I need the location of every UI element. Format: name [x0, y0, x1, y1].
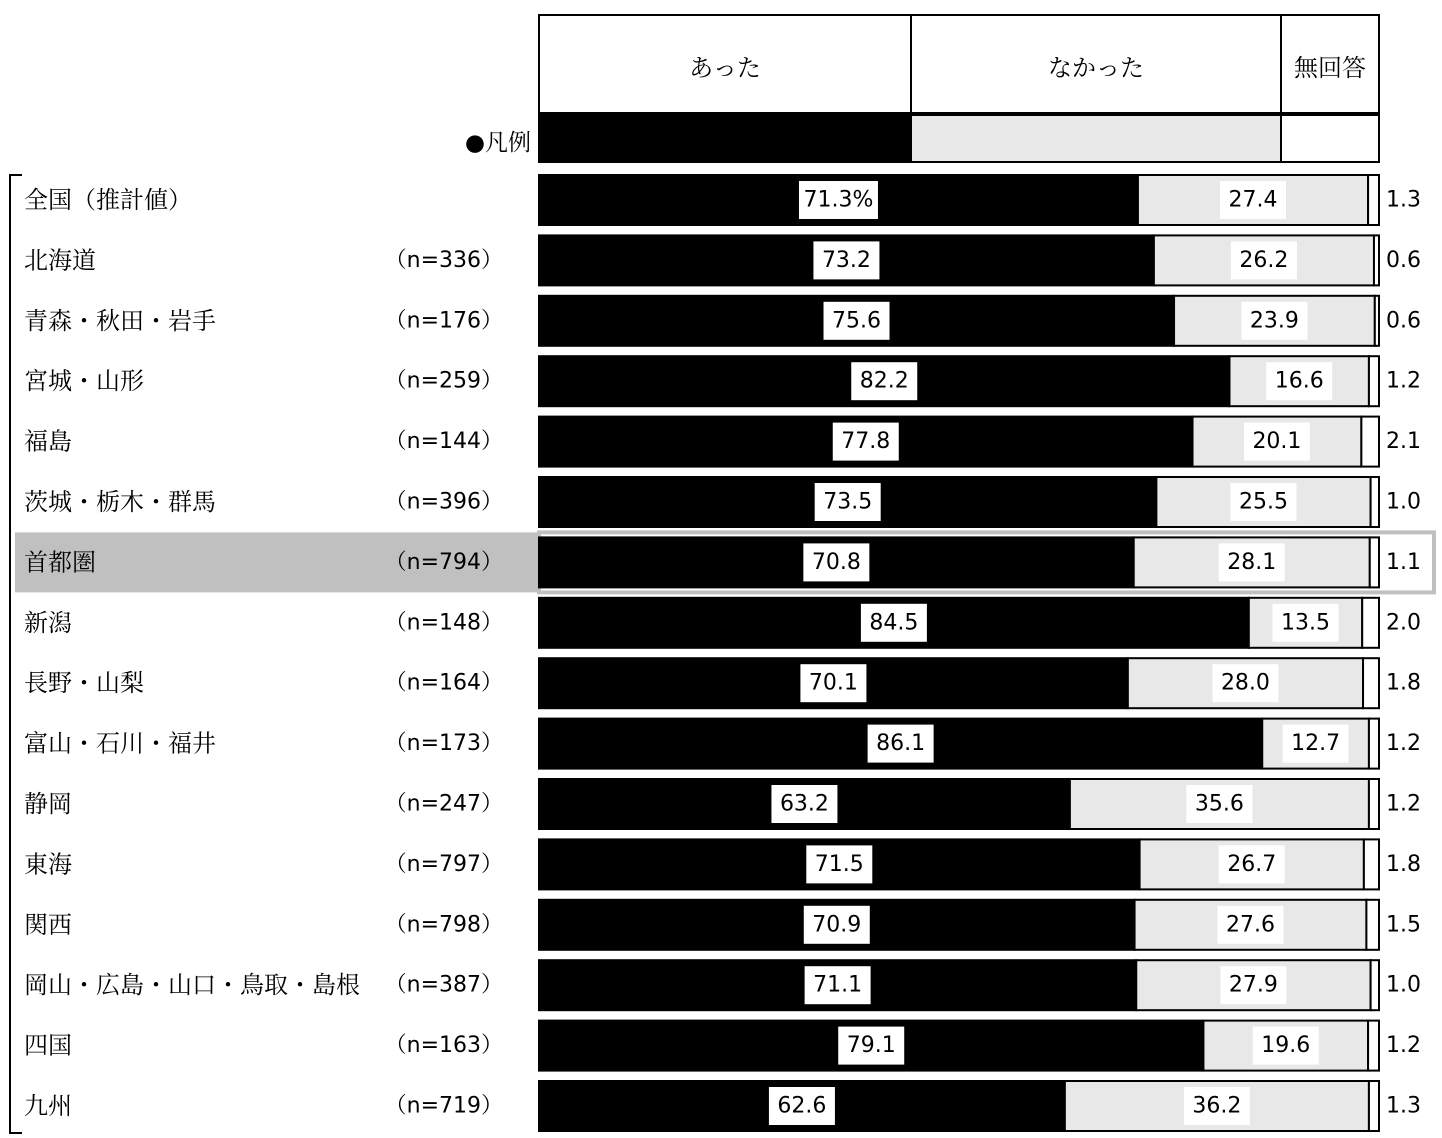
- legend-swatch-1: [911, 115, 1281, 162]
- sample-size-3: （n=259）: [384, 368, 503, 394]
- data-label-2-2: 0.6: [1386, 308, 1421, 334]
- sample-size-10: （n=247）: [384, 791, 503, 817]
- category-label-11: 東海: [24, 850, 72, 879]
- legend-swatch-2: [1281, 115, 1379, 162]
- group-bracket: [10, 175, 22, 1133]
- category-label-0: 全国（推計値）: [24, 186, 192, 214]
- legend-title: ●凡例: [464, 130, 531, 156]
- data-label-2-9: 1.2: [1386, 731, 1421, 757]
- data-label-0-4: 77.8: [841, 429, 891, 455]
- data-label-1-4: 20.1: [1252, 429, 1302, 455]
- bar-segment-2-9: [1369, 719, 1379, 769]
- legend-swatch-0: [539, 115, 911, 162]
- data-label-1-12: 27.6: [1225, 912, 1275, 938]
- sample-size-12: （n=798）: [384, 912, 503, 938]
- data-label-0-9: 86.1: [876, 731, 926, 757]
- data-label-1-7: 13.5: [1281, 610, 1330, 636]
- category-label-1: 北海道: [24, 246, 96, 275]
- sample-size-15: （n=719）: [384, 1093, 503, 1119]
- category-label-3: 宮城・山形: [24, 367, 144, 396]
- data-label-0-13: 71.1: [813, 972, 863, 998]
- data-label-2-5: 1.0: [1386, 489, 1421, 515]
- data-label-1-13: 27.9: [1228, 972, 1278, 998]
- data-label-0-1: 73.2: [821, 247, 871, 273]
- category-label-8: 長野・山梨: [24, 669, 144, 698]
- bar-segment-2-15: [1369, 1081, 1379, 1131]
- bar-segment-2-14: [1368, 1021, 1379, 1071]
- bar-segment-2-10: [1369, 779, 1379, 829]
- legend-label-2: 無回答: [1294, 54, 1366, 82]
- sample-size-8: （n=164）: [384, 670, 503, 696]
- data-label-2-4: 2.1: [1386, 429, 1421, 455]
- category-label-15: 九州: [24, 1092, 72, 1120]
- data-label-0-3: 82.2: [859, 368, 909, 394]
- data-label-2-1: 0.6: [1386, 247, 1421, 273]
- data-label-1-0: 27.4: [1228, 187, 1278, 213]
- category-label-2: 青森・秋田・岩手: [24, 306, 216, 335]
- data-label-2-3: 1.2: [1386, 368, 1421, 394]
- bar-segment-2-2: [1375, 296, 1379, 346]
- data-label-0-6: 70.8: [811, 549, 861, 575]
- sample-size-4: （n=144）: [384, 429, 503, 455]
- data-label-2-7: 2.0: [1386, 610, 1421, 636]
- sample-size-5: （n=396）: [384, 489, 503, 515]
- data-label-1-11: 26.7: [1227, 851, 1277, 877]
- sample-size-1: （n=336）: [384, 247, 503, 273]
- bar-segment-2-12: [1366, 900, 1379, 950]
- data-label-0-11: 71.5: [814, 851, 864, 877]
- data-label-2-14: 1.2: [1386, 1033, 1421, 1059]
- legend-label-0: あった: [689, 54, 761, 82]
- bar-segment-2-0: [1368, 175, 1379, 225]
- data-label-0-10: 63.2: [779, 791, 829, 817]
- data-label-2-12: 1.5: [1386, 912, 1421, 938]
- bar-segment-2-8: [1363, 658, 1379, 708]
- sample-size-14: （n=163）: [384, 1033, 503, 1059]
- bar-segment-2-13: [1371, 960, 1379, 1010]
- category-label-10: 静岡: [24, 790, 72, 818]
- data-label-0-0: 71.3%: [803, 187, 874, 213]
- data-label-2-13: 1.0: [1386, 972, 1421, 998]
- data-label-2-0: 1.3: [1386, 187, 1421, 213]
- data-label-0-15: 62.6: [777, 1093, 827, 1119]
- data-label-1-3: 16.6: [1274, 368, 1324, 394]
- bar-segment-2-6: [1370, 537, 1379, 587]
- category-label-4: 福島: [24, 427, 72, 456]
- data-label-2-10: 1.2: [1386, 791, 1421, 817]
- data-label-1-8: 28.0: [1220, 670, 1270, 696]
- bar-segment-2-11: [1364, 839, 1379, 889]
- category-label-9: 富山・石川・福井: [24, 729, 216, 758]
- legend-label-1: なかった: [1048, 54, 1144, 82]
- data-label-0-5: 73.5: [823, 489, 873, 515]
- category-label-13: 岡山・広島・山口・鳥取・島根: [24, 971, 360, 1000]
- data-label-2-8: 1.8: [1386, 670, 1421, 696]
- data-label-1-6: 28.1: [1227, 549, 1277, 575]
- sample-size-13: （n=387）: [384, 972, 503, 998]
- sample-size-11: （n=797）: [384, 851, 503, 877]
- bar-segment-2-5: [1371, 477, 1379, 527]
- data-label-1-10: 35.6: [1194, 791, 1244, 817]
- data-label-1-5: 25.5: [1239, 489, 1288, 515]
- data-label-2-11: 1.8: [1386, 851, 1421, 877]
- data-label-1-1: 26.2: [1239, 247, 1289, 273]
- data-label-0-12: 70.9: [812, 912, 862, 938]
- data-label-2-6: 1.1: [1386, 549, 1421, 575]
- data-label-1-14: 19.6: [1261, 1033, 1311, 1059]
- data-label-1-9: 12.7: [1291, 731, 1341, 757]
- sample-size-7: （n=148）: [384, 610, 503, 636]
- bar-segment-2-3: [1369, 356, 1379, 406]
- sample-size-2: （n=176）: [384, 308, 503, 334]
- category-label-5: 茨城・栃木・群馬: [24, 488, 216, 516]
- data-label-1-15: 36.2: [1192, 1093, 1242, 1119]
- sample-size-9: （n=173）: [384, 731, 503, 757]
- sample-size-6: （n=794）: [384, 549, 503, 575]
- category-label-6: 首都圏: [24, 548, 96, 577]
- category-label-14: 四国: [24, 1031, 72, 1060]
- bar-segment-2-1: [1374, 235, 1379, 285]
- data-label-0-14: 79.1: [846, 1033, 896, 1059]
- category-label-7: 新潟: [24, 608, 72, 637]
- data-label-0-8: 70.1: [808, 670, 858, 696]
- bar-segment-2-4: [1361, 417, 1379, 467]
- category-label-12: 関西: [24, 910, 72, 939]
- data-label-2-15: 1.3: [1386, 1093, 1421, 1119]
- bar-segment-2-7: [1362, 598, 1379, 648]
- data-label-1-2: 23.9: [1249, 308, 1299, 334]
- data-label-0-2: 75.6: [832, 308, 882, 334]
- data-label-0-7: 84.5: [869, 610, 919, 636]
